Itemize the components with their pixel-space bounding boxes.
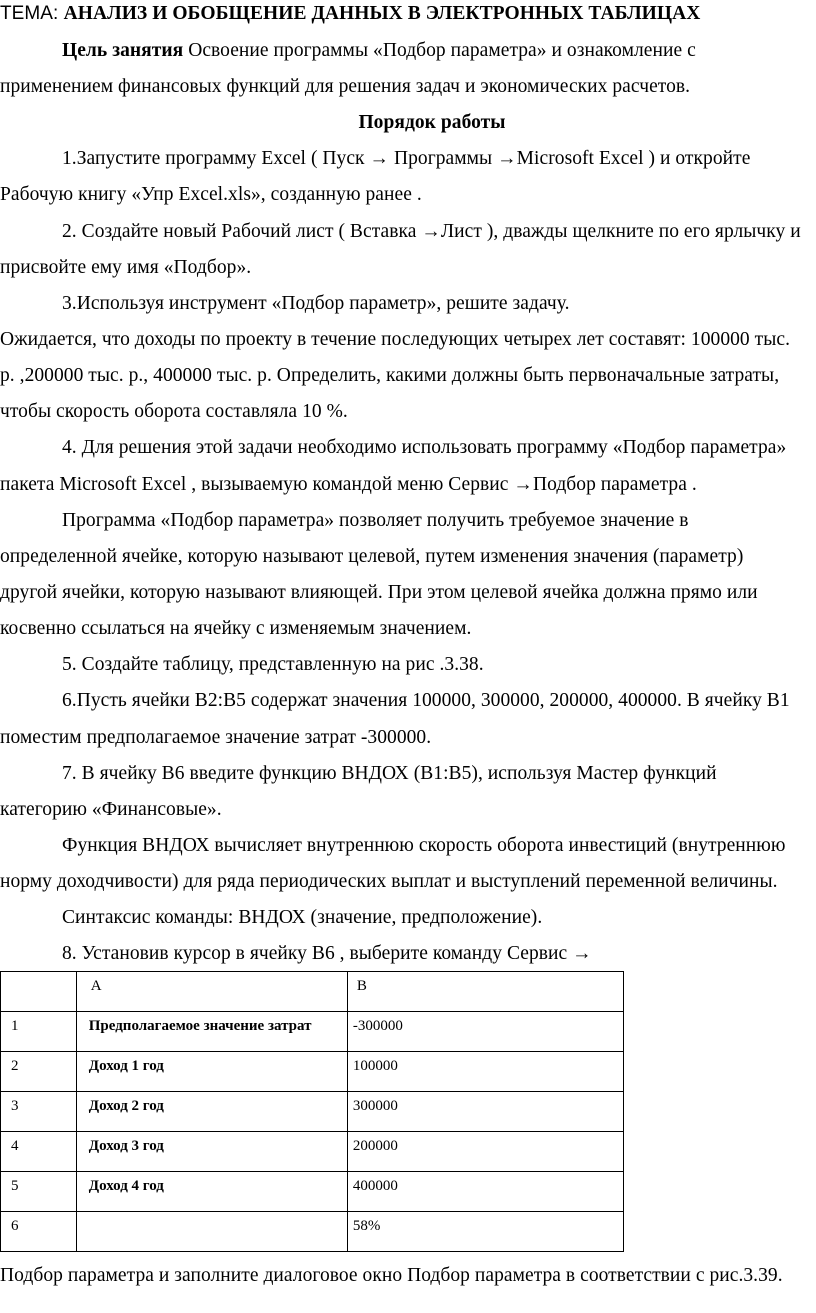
cell-b3-text: 300000 <box>352 1098 398 1114</box>
table-row <box>1 1092 624 1132</box>
cell-b3 <box>347 1092 623 1132</box>
paragraph-5-line-2: определенной ячейке, которую называют целевой, путем изменения значения (параметр) <box>0 546 744 567</box>
procedure-heading <box>0 111 816 135</box>
row-number: 5 <box>11 1178 19 1194</box>
cell-b4 <box>347 1132 623 1172</box>
cell-a5 <box>76 1172 347 1212</box>
table-row <box>1 1212 624 1252</box>
paragraph-4-line-1: 4. Для решения этой задачи необходимо использовать программу «Подбор параметра» <box>62 437 787 458</box>
cell-b6-text: 58% <box>352 1218 381 1234</box>
goal-line-2: применением финансовых функций для решения задач и экономических расчетов. <box>0 76 691 97</box>
document-title <box>0 2 700 26</box>
paragraph-5-line-1: Программа «Подбор параметра» позволяет получить требуемое значение в <box>62 510 689 531</box>
paragraph-8-line-2: категорию «Финансовые». <box>0 799 222 820</box>
cell-a3 <box>76 1092 347 1132</box>
row-number-cell <box>1 1212 77 1252</box>
row-number: 3 <box>11 1098 19 1114</box>
paragraph-1-line-1: 1.Запустите программу Excel ( Пуск → Программы →Microsoft Excel ) и откройте <box>62 148 751 169</box>
paragraph-5-line-3: другой ячейки, которую называют влияющей. При этом целевой ячейка должна прямо или <box>0 582 758 603</box>
row-number: 6 <box>11 1218 19 1234</box>
cell-a1 <box>76 1012 347 1052</box>
table-row <box>1 1012 624 1052</box>
goal-text-1: Освоение программы «Подбор параметра» и ознакомление с <box>183 40 696 61</box>
paragraph-4-line-2: пакета Microsoft Excel , вызываемую командой меню Сервис →Подбор параметра . <box>0 474 697 495</box>
cell-b1-text: -300000 <box>352 1018 403 1034</box>
row-number-cell <box>1 1172 77 1212</box>
paragraph-2-line-1: 2. Создайте новый Рабочий лист ( Вставка →Лист ), дважды щелкните по его ярлычку и <box>62 221 801 242</box>
table-header-row <box>1 972 624 1012</box>
paragraph-3-line-1: 3.Используя инструмент «Подбор параметр», решите задачу. <box>62 293 570 314</box>
paragraph-5-line-4: косвенно ссылаться на ячейку с изменяемым значением. <box>0 618 472 639</box>
spreadsheet-table <box>0 971 624 1252</box>
column-header-a <box>76 972 347 1012</box>
paragraph-2-line-2: присвойте ему имя «Подбор». <box>0 257 252 278</box>
paragraph-10-line-1: Синтаксис команды: ВНДОХ (значение, предположение). <box>62 907 543 928</box>
procedure-heading-text: Порядок работы <box>358 112 506 133</box>
cell-b2-text: 100000 <box>352 1058 398 1074</box>
row-number-cell <box>1 1092 77 1132</box>
row-number-cell <box>1 1052 77 1092</box>
goal-label: Цель занятия <box>62 40 184 61</box>
cell-a2 <box>76 1052 347 1092</box>
row-number-cell <box>1 1012 77 1052</box>
cell-a4 <box>76 1132 347 1172</box>
paragraph-7-line-2: поместим предполагаемое значение затрат -300000. <box>0 727 432 748</box>
cell-b5-text: 400000 <box>352 1178 398 1194</box>
paragraph-7-line-1: 6.Пусть ячейки В2:В5 содержат значения 100000, 300000, 200000, 400000. В ячейку В1 <box>62 690 790 711</box>
paragraph-3-line-2: Ожидается, что доходы по проекту в течение последующих четырех лет составят: 100000 тыс. <box>0 329 790 350</box>
paragraph-8-line-1: 7. В ячейку В6 введите функцию ВНДОХ (В1:В5), используя Мастер функций <box>62 763 717 784</box>
cell-b5 <box>347 1172 623 1212</box>
row-number: 1 <box>11 1018 19 1034</box>
table-row <box>1 1052 624 1092</box>
table-row <box>1 1172 624 1212</box>
cell-b6 <box>347 1212 623 1252</box>
cell-a4-text: Доход 3 год <box>88 1138 164 1154</box>
cell-b2 <box>347 1052 623 1092</box>
cell-a2-text: Доход 1 год <box>88 1058 164 1074</box>
row-number: 2 <box>11 1058 19 1074</box>
goal-line-1 <box>62 39 696 63</box>
cell-a5-text: Доход 4 год <box>88 1178 164 1194</box>
paragraph-11-line-1: 8. Установив курсор в ячейку В6 , выберите команду Сервис → <box>62 943 592 964</box>
paragraph-12-line-1: Подбор параметра и заполните диалоговое окно Подбор параметра в соответствии с рис.3.39. <box>0 1265 783 1286</box>
cell-a1-text: Предполагаемое значение затрат <box>88 1018 312 1034</box>
table-row <box>1 1132 624 1172</box>
title-text: АНАЛИЗ И ОБОБЩЕНИЕ ДАННЫХ В ЭЛЕКТРОННЫХ ТАБЛИЦАХ <box>63 3 701 24</box>
title-prefix: ТЕМА: <box>0 3 64 24</box>
paragraph-3-line-3: р. ,200000 тыс. р., 400000 тыс. р. Определить, какими должны быть первоначальные затраты, <box>0 365 780 386</box>
column-header-a-text: A <box>90 978 102 994</box>
paragraph-6-line-1: 5. Создайте таблицу, представленную на рис .3.38. <box>62 654 484 675</box>
cell-b1 <box>347 1012 623 1052</box>
paragraph-3-line-4: чтобы скорость оборота составляла 10 %. <box>0 401 348 422</box>
corner-cell <box>1 972 77 1012</box>
paragraph-9-line-2: норму доходчивости) для ряда периодических выплат и выступлений переменной величины. <box>0 871 778 892</box>
row-number: 4 <box>11 1138 19 1154</box>
cell-b4-text: 200000 <box>352 1138 398 1154</box>
row-number-cell <box>1 1132 77 1172</box>
column-header-b-text: B <box>356 978 367 994</box>
paragraph-9-line-1: Функция ВНДОХ вычисляет внутреннюю скорость оборота инвестиций (внутреннюю <box>62 835 786 856</box>
paragraph-1-line-2: Рабочую книгу «Упр Excel.xls», созданную ранее . <box>0 184 422 205</box>
cell-a3-text: Доход 2 год <box>88 1098 164 1114</box>
cell-a6 <box>76 1212 347 1252</box>
column-header-b <box>347 972 623 1012</box>
